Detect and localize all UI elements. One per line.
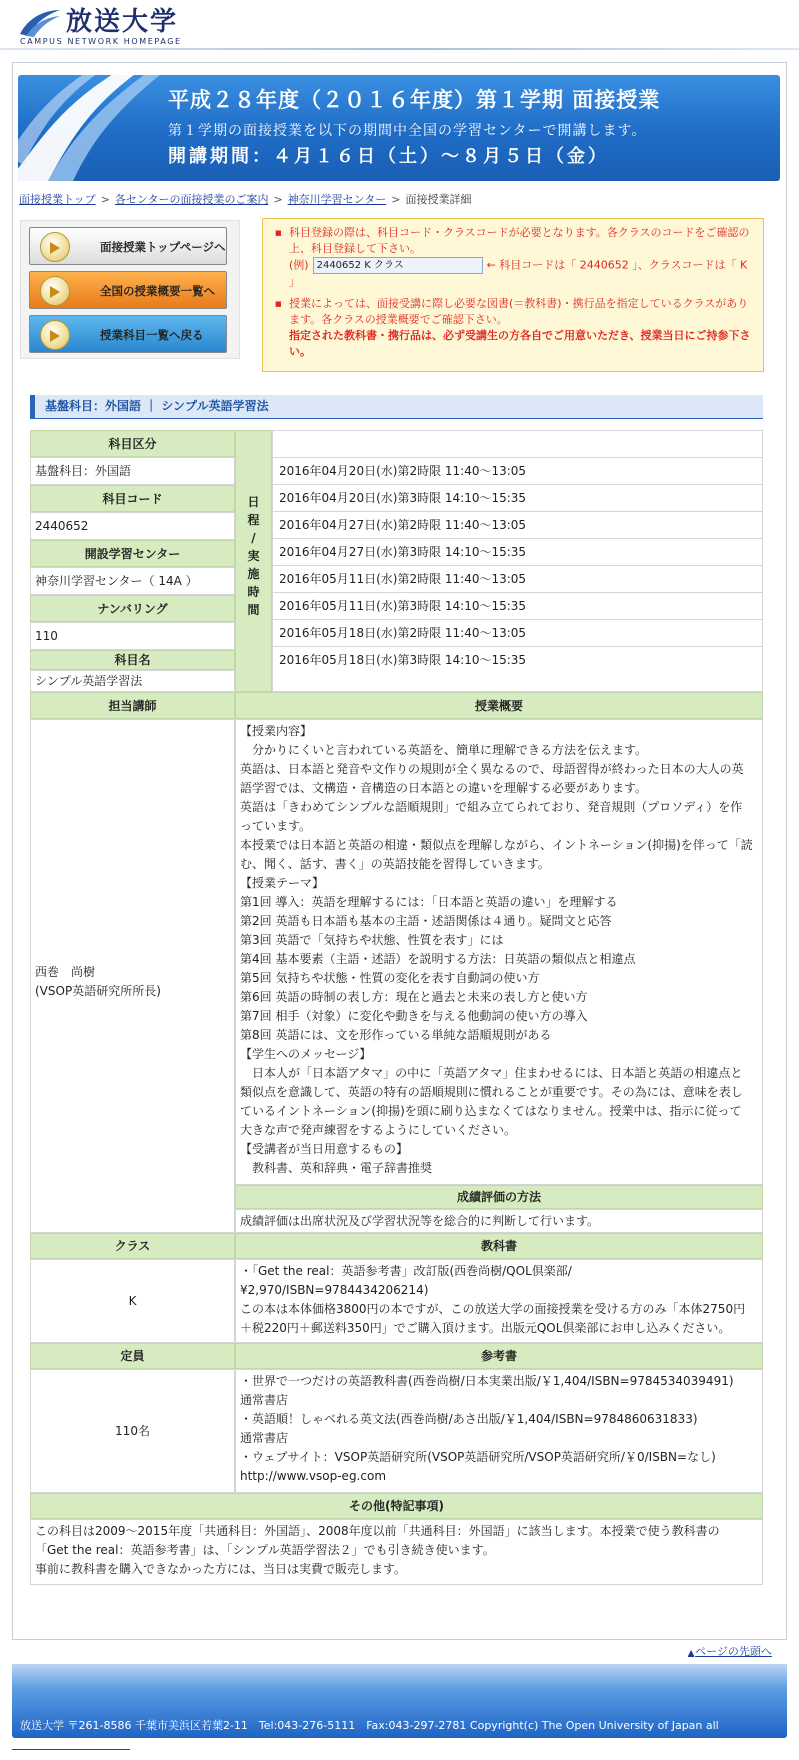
- text-line: む、聞く、話す、書く」の英語技能を習得していきます。: [240, 857, 550, 871]
- text-line: っています。: [240, 819, 312, 833]
- notice-text-code: 科目登録の際は、科目コード・クラスコードが必要となります。各クラスのコードをご確認の上、科目登録して下さい。: [289, 226, 750, 255]
- breadcrumb-current: 面接授業詳細: [405, 193, 472, 206]
- site-logo[interactable]: [18, 6, 228, 48]
- banner-title: 平成２８年度（２０１６年度）第１学期 面接授業: [168, 88, 661, 112]
- textbook-label: 教科書: [235, 1233, 763, 1259]
- top-page-button-label: 面接授業トップページへ: [100, 240, 226, 254]
- header-divider: [0, 48, 799, 50]
- instructor-name: 西巻 尚樹: [35, 965, 96, 979]
- numbering-label: ナンバリング: [30, 595, 235, 622]
- text-line: 「Get the real：英語参考書」は、「シンプル英語学習法２」でも引き続き使います。: [35, 1543, 495, 1557]
- instructor-title: (VSOP英語研究所所長): [35, 984, 161, 998]
- category-label: 科目区分: [30, 430, 235, 457]
- national-overview-button[interactable]: [29, 271, 227, 309]
- text-line: 【授業内容】: [240, 724, 313, 738]
- text-line: 第2回 英語も日本語も基本の主語・述語関係は４通り。疑問文と応答: [240, 914, 612, 928]
- schedule-label-char: 間: [247, 603, 260, 617]
- course-list-button[interactable]: [29, 315, 227, 353]
- capacity-value: 110名: [30, 1369, 235, 1493]
- overview-label: 授業概要: [235, 692, 763, 719]
- text-line: この本は本体価格3800円の本ですが、この放送大学の面接授業を受ける方のみ「本体2750円: [240, 1302, 746, 1316]
- overview-text: [236, 720, 762, 1180]
- breadcrumb: [19, 192, 471, 209]
- text-line: ・「Get the real：英語参考書」改訂版(西巻尚樹/QOL倶楽部/: [240, 1264, 572, 1278]
- text-line: 第3回 英語で「気持ちや状態、性質を表す」には: [240, 933, 504, 947]
- breadcrumb-separator: >: [391, 193, 401, 206]
- schedule-row: 2016年04月27日(水)第2時限 11:40～13:05: [273, 512, 762, 539]
- text-line: 分かりにくいと言われている英語を、簡単に理解できる方法を伝えます。: [240, 743, 648, 757]
- schedule-row: 2016年05月18日(水)第2時限 11:40～13:05: [273, 620, 762, 647]
- page-top-link-label: ページの先頭へ: [695, 1645, 772, 1658]
- text-line: 【授業テーマ】: [240, 876, 325, 890]
- reference-body: [235, 1369, 763, 1493]
- class-label: クラス: [30, 1233, 235, 1259]
- evaluation-label: 成績評価の方法: [235, 1185, 763, 1209]
- schedule-row: 2016年05月11日(水)第2時限 11:40～13:05: [273, 566, 762, 593]
- schedule-label: [235, 430, 272, 692]
- arrow-right-icon: [40, 232, 70, 262]
- footer-address: 放送大学 〒261-8586 千葉市美浜区若葉2-11 Tel:043-276-5111 Fax:043-297-2781 Copyright(c) The Open University of Japan all: [20, 1719, 719, 1732]
- evaluation-text: 成績評価は出席状況及び学習状況等を総合的に判断して行います。: [235, 1209, 763, 1233]
- schedule-label-char: /: [251, 531, 256, 545]
- text-line: 第5回 気持ちや状態・性質の変化を表す自動詞の使い方: [240, 971, 540, 985]
- text-line: 英語は「きわめてシンプルな語順規則」で組み立てられており、発音規則（プロソディ）を作: [240, 800, 743, 814]
- text-line: この科目は2009～2015年度「共通科目：外国語」、2008年度以前「共通科目：外国語」に該当します。本授業で使う教科書の: [35, 1524, 720, 1538]
- arrow-right-icon: [40, 276, 70, 306]
- schedule-label-char: 日: [247, 495, 260, 509]
- page-top-link[interactable]: [688, 1644, 772, 1661]
- text-line: http://www.vsop-eg.com: [240, 1469, 387, 1483]
- breadcrumb-item-kanagawa[interactable]: 神奈川学習センター: [287, 193, 387, 206]
- capacity-label: 定員: [30, 1343, 235, 1369]
- banner-swirl-graphic: [18, 75, 188, 181]
- course-name-value: シンプル英語学習法: [30, 670, 235, 692]
- schedule-row-blank: [273, 431, 762, 458]
- course-code-value: 2440652: [30, 512, 235, 540]
- breadcrumb-separator: >: [273, 193, 283, 206]
- notice-item-textbook: [275, 296, 753, 360]
- example-label: (例): [289, 258, 309, 272]
- textbook-text: [236, 1260, 762, 1340]
- textbook-body: [235, 1259, 763, 1343]
- schedule-row: 2016年05月18日(水)第3時限 14:10～15:35: [279, 653, 527, 667]
- schedule-label-char: 程: [247, 513, 260, 527]
- schedule-list: [272, 430, 763, 692]
- national-overview-button-label: 全国の授業概要一覧へ: [100, 284, 215, 298]
- category-value: 基盤科目：外国語: [30, 457, 235, 485]
- registration-notice: [262, 218, 764, 372]
- center-value: 神奈川学習センター（ 14A ）: [30, 567, 235, 595]
- logo-name: 放送大学: [66, 7, 179, 37]
- breadcrumb-separator: >: [100, 193, 110, 206]
- footer: [12, 1664, 787, 1738]
- reference-text: [236, 1370, 762, 1488]
- text-line: ・英語順！しゃべれる英文法(西巻尚樹/あさ出版/￥1,404/ISBN=9784860631833): [240, 1412, 698, 1426]
- text-line: 第7回 相手（対象）に変化や動きを与える他動詞の使い方の導入: [240, 1009, 588, 1023]
- text-line: 第6回 英語の時制の表し方：現在と過去と未来の表し方と使い方: [240, 990, 588, 1004]
- other-body: [30, 1519, 763, 1585]
- text-line: 類似点を意識して、英語の特有の語順規則に慣れることが重要です。その為には、意味を表し: [240, 1085, 743, 1099]
- banner-period: 開講期間：４月１６日（土）〜８月５日（金）: [168, 146, 609, 167]
- text-line: 【学生へのメッセージ】: [240, 1047, 372, 1061]
- notice-item-code: [275, 225, 753, 290]
- text-line: 通常書店: [240, 1431, 289, 1445]
- text-line: ・世界で一つだけの英語教科書(西巻尚樹/日本実業出版/￥1,404/ISBN=9784534039491): [240, 1374, 734, 1388]
- text-line: 語学習では、文構造・音構造の日本語との違いを理解する必要があります。: [240, 781, 648, 795]
- center-label: 開設学習センター: [30, 540, 235, 567]
- text-line: 大きな声で発声練習をするようにしていください。: [240, 1123, 517, 1137]
- notice-text-textbook: 授業によっては、面接受講に際し必要な図書(＝教科書)・携行品を指定しているクラスがあります。各クラスの授業概要でご確認下さい。: [289, 297, 749, 326]
- text-line: ているイントネーション(抑揚)を頭に刷り込まなくてはなりません。授業中は、指示に従って: [240, 1104, 742, 1118]
- schedule-row: 2016年04月20日(水)第2時限 11:40～13:05: [273, 458, 762, 485]
- class-value: K: [30, 1259, 235, 1343]
- bottom-rule: [12, 1749, 130, 1750]
- logo-wave-icon: [18, 8, 62, 38]
- text-line: 事前に教科書を購入できなかった方には、当日は実費で販売します。: [35, 1562, 407, 1576]
- other-label: その他(特記事項): [30, 1493, 763, 1519]
- breadcrumb-item-centers[interactable]: 各センターの面接授業のご案内: [114, 193, 269, 206]
- term-banner: [18, 75, 780, 181]
- instructor-cell: [30, 719, 235, 1233]
- nav-button-panel: [20, 220, 240, 359]
- course-heading: 基盤科目：外国語 ｜ シンプル英語学習法: [30, 395, 763, 419]
- instructor-label: 担当講師: [30, 692, 235, 719]
- text-line: ・ウェブサイト：VSOP英語研究所(VSOP英語研究所/VSOP英語研究所/￥0/ISBN=なし): [240, 1450, 716, 1464]
- schedule-row: 2016年04月20日(水)第3時限 14:10～15:35: [273, 485, 762, 512]
- text-line: 通常書店: [240, 1393, 289, 1407]
- text-line: 【受講者が当日用意するもの】: [240, 1142, 409, 1156]
- schedule-label-char: 施: [247, 567, 260, 581]
- overview-body: [235, 719, 763, 1185]
- course-name-label: 科目名: [30, 650, 235, 670]
- schedule-label-char: 実: [247, 549, 260, 563]
- reference-label: 参考書: [235, 1343, 763, 1369]
- text-line: ＋税220円＋郵送料350円」でご購入頂けます。出版元QOL倶楽部にお申し込みください。: [240, 1321, 731, 1335]
- other-text: [31, 1520, 762, 1581]
- text-line: 英語は、日本語と発音や文作りの規則が全く異なるので、母語習得が終わった日本の大人の英: [240, 762, 744, 776]
- course-list-button-label: 授業科目一覧へ戻る: [100, 328, 204, 342]
- text-line: 第1回 導入：英語を理解するには：「日本語と英語の違い」を理解する: [240, 895, 618, 909]
- triangle-up-icon: ▲: [688, 1648, 695, 1657]
- banner-subtitle: 第１学期の面接授業を以下の期間中全国の学習センターで開講します。: [168, 123, 647, 139]
- top-page-button[interactable]: [29, 227, 227, 265]
- text-line: 本授業では日本語と英語の相違・類似点を理解しながら、イントネーション(抑揚)を伴って「読: [240, 838, 753, 852]
- text-line: 教科書、英和辞典・電子辞書推奨: [240, 1161, 433, 1175]
- text-line: ¥2,970/ISBN=9784434206214): [240, 1283, 429, 1297]
- schedule-row: 2016年04月27日(水)第3時限 14:10～15:35: [273, 539, 762, 566]
- text-line: 日本人が「日本語アタマ」の中に「英語アタマ」住まわせるには、日本語と英語の相違点と: [240, 1066, 743, 1080]
- notice-text-textbook-bold: 指定された教科書・携行品は、必ず受講生の方各自でご用意いただき、授業当日にご持参下さい。: [289, 329, 751, 358]
- example-code-box: 2440652 K クラス: [313, 257, 483, 274]
- text-line: 第4回 基本要素（主語・述語）を説明する方法：日英語の類似点と相違点: [240, 952, 636, 966]
- course-code-label: 科目コード: [30, 485, 235, 512]
- logo-subtitle: CAMPUS NETWORK HOMEPAGE: [20, 37, 182, 46]
- schedule-row: 2016年05月11日(水)第3時限 14:10～15:35: [273, 593, 762, 620]
- arrow-right-icon: [40, 320, 70, 350]
- example-description: ← 科目コードは「 2440652 」、クラスコードは「 K 」: [289, 258, 748, 288]
- schedule-label-char: 時: [247, 585, 260, 599]
- breadcrumb-item-top[interactable]: 面接授業トップ: [19, 193, 96, 206]
- text-line: 第8回 英語には、文を形作っている単純な語順規則がある: [240, 1028, 552, 1042]
- numbering-value: 110: [30, 622, 235, 650]
